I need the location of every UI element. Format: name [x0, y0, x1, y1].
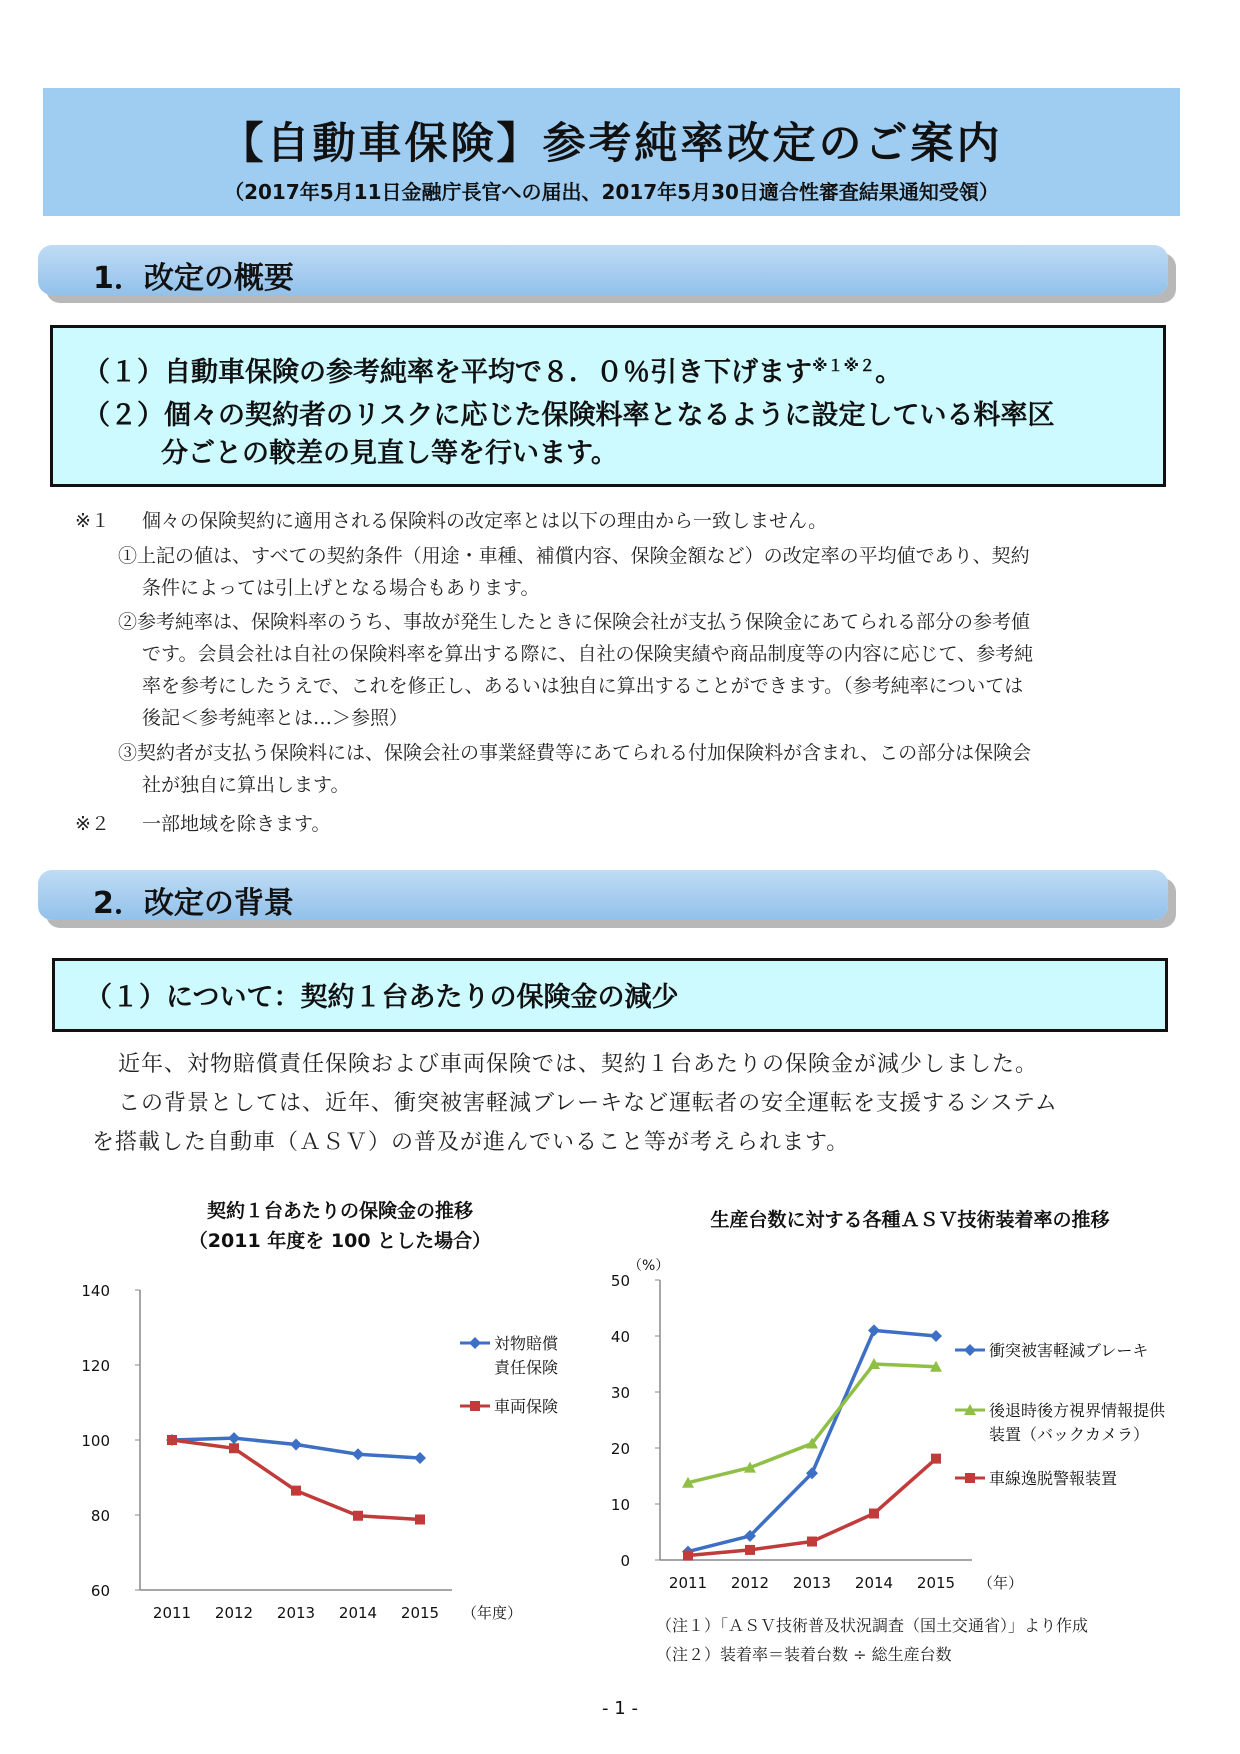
data-point — [228, 1432, 240, 1444]
x-tick-label: 2015 — [916, 1574, 956, 1592]
summary-point-1-end: 。 — [875, 357, 903, 388]
chart2-note2: （注２）装着率＝装着台数 ÷ 総生産台数 — [656, 1645, 952, 1664]
summary-point-2-line2: 分ごとの較差の見直し等を行います。 — [161, 438, 618, 469]
data-point — [869, 1509, 879, 1519]
legend-label: 責任保険 — [494, 1358, 559, 1377]
data-point — [414, 1452, 426, 1464]
summary-point-1-text: （１）自動車保険の参考純率を平均で８．０％引き下げます — [83, 357, 812, 388]
y-tick-label: 10 — [610, 1496, 630, 1514]
legend-marker — [470, 1401, 480, 1411]
y-tick-label: 60 — [90, 1582, 110, 1600]
note1-a-line1: ①上記の値は、すべての契約条件（用途・車種、補償内容、保険金額など）の改定率の平均値であり、契約 — [118, 545, 1030, 567]
y-tick-label: 0 — [620, 1552, 630, 1570]
legend-label: 装置（バックカメラ） — [989, 1425, 1150, 1444]
x-tick-label: 2011 — [668, 1574, 708, 1592]
x-tick-label: 2012 — [730, 1574, 770, 1592]
section2-heading-text: 2．改定の背景 — [93, 886, 294, 921]
note1-b-line1: ②参考純率は、保険料率のうち、事故が発生したときに保険会社が支払う保険金にあてられる部分の参考値 — [118, 611, 1031, 633]
legend-marker — [964, 1344, 976, 1356]
data-point — [291, 1486, 301, 1496]
note2-text: 一部地域を除きます。 — [142, 813, 331, 835]
note1-mark: ※１ — [75, 510, 110, 532]
note1-c-line1: ③契約者が支払う保険料には、保険会社の事業経費等にあてられる付加保険料が含まれ、この部分は保険会 — [118, 742, 1032, 764]
y-tick-label: 50 — [610, 1272, 630, 1290]
data-point — [745, 1545, 755, 1555]
page-title: 【自動車保険】参考純率改定のご案内 — [220, 119, 1003, 169]
section1-heading — [38, 245, 1168, 295]
legend-label: 後退時後方視界情報提供 — [989, 1401, 1166, 1420]
chart1-subtitle: （2011 年度を 100 とした場合） — [188, 1230, 492, 1252]
section2-heading — [38, 870, 1168, 920]
y-tick-label: 120 — [81, 1357, 110, 1375]
note2-mark: ※２ — [75, 813, 110, 835]
section1-heading-text: 1．改定の概要 — [93, 261, 294, 296]
legend-marker — [469, 1337, 481, 1349]
data-point — [931, 1454, 941, 1464]
x-tick-label: 2013 — [792, 1574, 832, 1592]
data-point — [683, 1551, 693, 1561]
chart2-title: 生産台数に対する各種ＡＳＶ技術装着率の推移 — [710, 1209, 1110, 1231]
chart1-title: 契約１台あたりの保険金の推移 — [206, 1200, 473, 1222]
y-tick-label: 100 — [81, 1432, 110, 1450]
data-point — [807, 1537, 817, 1547]
title-banner — [43, 88, 1180, 216]
sub-heading-text: （１）について：契約１台あたりの保険金の減少 — [85, 982, 679, 1013]
page-number: - 1 - — [602, 1698, 638, 1719]
paragraph-line1: 近年、対物賠償責任保険および車両保険では、契約１台あたりの保険金が減少しました。 — [118, 1052, 1039, 1077]
note1-c-line2: 社が独自に算出します。 — [142, 774, 350, 796]
data-point — [352, 1448, 364, 1460]
note1-text: 個々の保険契約に適用される保険料の改定率とは以下の理由から一致しません。 — [142, 510, 828, 532]
chart2-note1: （注１）「ＡＳＶ技術普及状況調査（国土交通省）」より作成 — [656, 1616, 1089, 1635]
summary-point-1 — [83, 350, 902, 389]
data-point — [353, 1511, 363, 1521]
x-tick-label: 2013 — [276, 1604, 316, 1622]
legend-label: 衝突被害軽減ブレーキ — [989, 1341, 1149, 1360]
x-unit-label: （年） — [978, 1574, 1024, 1592]
data-point — [868, 1324, 880, 1336]
paragraph-line3: を搭載した自動車（ＡＳＶ）の普及が進んでいること等が考えられます。 — [92, 1130, 850, 1155]
x-unit-label: （年度） — [462, 1604, 523, 1622]
data-point — [167, 1435, 177, 1445]
legend-label: 対物賠償 — [494, 1334, 559, 1353]
data-point — [930, 1330, 942, 1342]
note1-b-line4: 後記＜参考純率とは…＞参照） — [142, 707, 409, 729]
y-unit-label: （%） — [628, 1258, 670, 1274]
y-tick-label: 40 — [610, 1328, 630, 1346]
note1-b-line3: 率を参考にしたうえで、これを修正し、あるいは独自に算出することができます。（参考純率については — [142, 675, 1024, 697]
note1-a-line2: 条件によっては引上げとなる場合もあります。 — [142, 577, 540, 599]
summary-box — [50, 325, 1166, 487]
y-tick-label: 30 — [610, 1384, 630, 1402]
legend-label: 車両保険 — [494, 1397, 559, 1416]
x-tick-label: 2015 — [400, 1604, 440, 1622]
footnote-marks: ※１※２ — [812, 356, 876, 375]
y-tick-label: 140 — [81, 1282, 110, 1300]
page-subtitle: （2017年5月11日金融庁長官への届出、2017年5月30日適合性審査結果通知受領） — [224, 180, 999, 204]
series-line — [688, 1364, 936, 1483]
data-point — [415, 1515, 425, 1525]
series-line — [172, 1440, 420, 1520]
y-tick-label: 20 — [610, 1440, 630, 1458]
note1-b-line2: です。会員会社は自社の保険料率を算出する際に、自社の保険実績や商品制度等の内容に応じて、参考純 — [142, 643, 1034, 665]
legend-marker — [965, 1473, 975, 1483]
paragraph-line2: この背景としては、近年、衝突被害軽減ブレーキなど運転者の安全運転を支援するシステム — [118, 1091, 1058, 1116]
x-tick-label: 2012 — [214, 1604, 254, 1622]
chart1-plot — [60, 1260, 560, 1622]
data-point — [229, 1443, 239, 1453]
y-tick-label: 80 — [90, 1507, 110, 1525]
chart2-plot — [600, 1255, 1200, 1600]
data-point — [290, 1439, 302, 1451]
sub-heading-box — [52, 958, 1168, 1032]
x-tick-label: 2011 — [152, 1604, 192, 1622]
summary-point-2-line1: （２）個々の契約者のリスクに応じた保険料率となるように設定している料率区 — [83, 400, 1055, 431]
legend-label: 車線逸脱警報装置 — [989, 1469, 1118, 1488]
x-tick-label: 2014 — [854, 1574, 894, 1592]
x-tick-label: 2014 — [338, 1604, 378, 1622]
